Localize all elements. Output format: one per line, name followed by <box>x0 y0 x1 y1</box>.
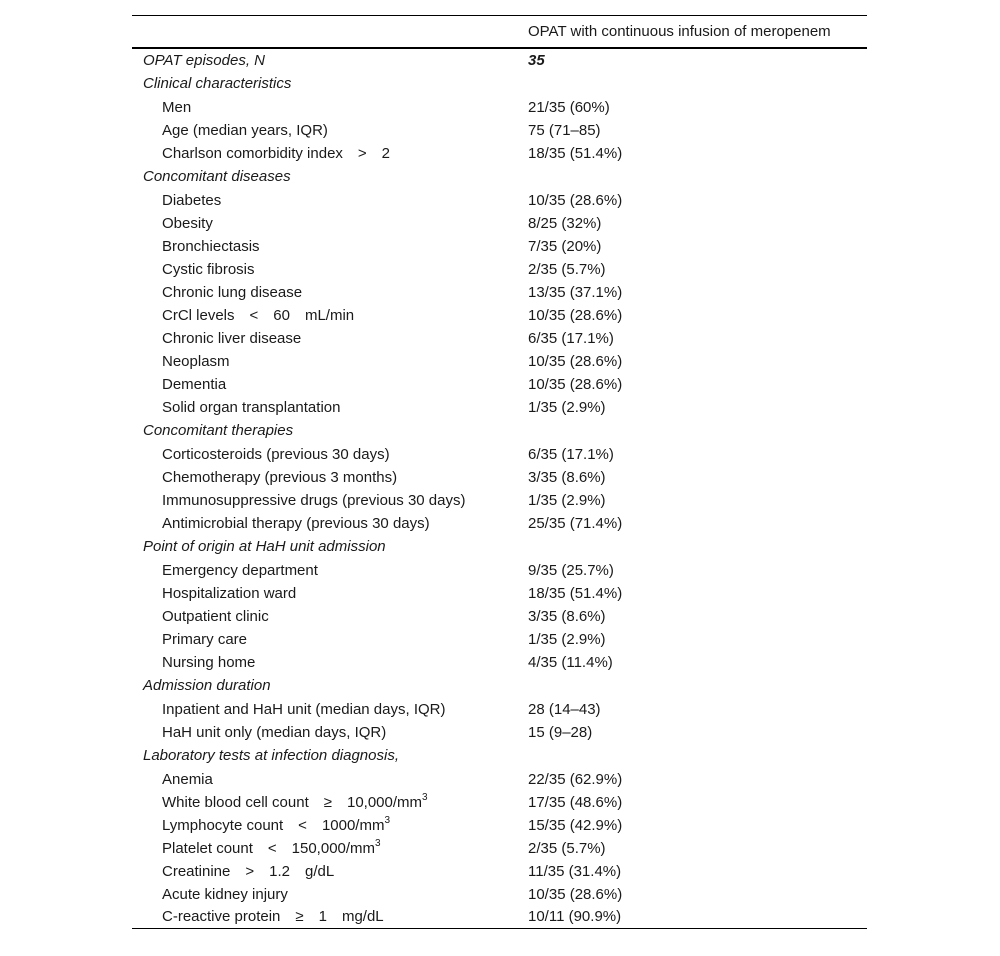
row-label <box>132 628 517 651</box>
label-text: Inpatient and HaH unit (median days, IQR) <box>162 700 446 718</box>
unit-superscript: 3 <box>375 837 381 849</box>
row-value: 7/35 (20%) <box>528 237 602 255</box>
unit-superscript: 3 <box>422 791 428 803</box>
label-text: Bronchiectasis <box>162 237 260 255</box>
label-text: Diabetes <box>162 191 222 209</box>
row-value: 11/35 (31.4%) <box>528 862 622 880</box>
table-row <box>132 281 867 304</box>
table-row <box>132 327 867 350</box>
row-label <box>132 791 517 814</box>
row-label <box>132 651 517 674</box>
section-label <box>132 674 517 698</box>
row-value: 35 <box>528 51 545 69</box>
row-label <box>132 304 517 327</box>
row-value: 15/35 (42.9%) <box>528 816 623 834</box>
row-label <box>132 559 517 582</box>
section-row <box>132 72 867 96</box>
label-text: White blood cell count ≥ 10,000/mm <box>162 793 423 811</box>
row-label <box>132 721 517 744</box>
row-label <box>132 235 517 258</box>
table-row <box>132 791 867 814</box>
row-label <box>132 883 517 906</box>
table-row <box>132 235 867 258</box>
row-label <box>132 350 517 373</box>
row-value <box>517 419 867 443</box>
row-label <box>132 698 517 721</box>
label-text: Nursing home <box>162 653 256 671</box>
table-row <box>132 837 867 860</box>
table-row <box>132 489 867 512</box>
row-value: 10/11 (90.9%) <box>517 906 867 929</box>
row-value: 6/35 (17.1%) <box>528 329 614 347</box>
section-label <box>132 419 517 443</box>
row-value: 8/25 (32%) <box>528 214 602 232</box>
row-label <box>132 605 517 628</box>
row-value: 10/35 (28.6%) <box>528 191 623 209</box>
row-label <box>132 142 517 165</box>
header-row <box>132 16 867 48</box>
row-value: 22/35 (62.9%) <box>528 770 623 788</box>
row-label <box>132 189 517 212</box>
section-label <box>132 165 517 189</box>
row-value: 1/35 (2.9%) <box>528 491 606 509</box>
table-row <box>132 605 867 628</box>
label-text: OPAT episodes, N <box>143 51 265 69</box>
data-table-container <box>132 15 867 929</box>
label-text: Antimicrobial therapy (previous 30 days) <box>162 514 430 532</box>
row-label <box>132 396 517 419</box>
table-row <box>132 906 867 929</box>
row-label <box>132 373 517 396</box>
label-text: Solid organ transplantation <box>162 398 341 416</box>
label-text: CrCl levels < 60 mL/min <box>162 306 355 324</box>
row-value <box>517 535 867 559</box>
row-value: 75 (71–85) <box>528 121 601 139</box>
table-row <box>132 651 867 674</box>
row-value: 18/35 (51.4%) <box>528 144 623 162</box>
header-label-column <box>132 16 517 48</box>
section-label <box>132 72 517 96</box>
row-label <box>132 212 517 235</box>
row-label <box>132 582 517 605</box>
table-row <box>132 258 867 281</box>
label-text: C-reactive protein ≥ 1 mg/dL <box>162 908 384 926</box>
row-value: 10/35 (28.6%) <box>528 885 623 903</box>
row-value <box>517 744 867 768</box>
row-value: 6/35 (17.1%) <box>528 445 614 463</box>
table-header <box>132 16 867 48</box>
table-row <box>132 628 867 651</box>
row-label <box>132 814 517 837</box>
table-row <box>132 119 867 142</box>
table-row <box>132 814 867 837</box>
label-text: Concomitant therapies <box>143 422 294 439</box>
label-text: Emergency department <box>162 561 318 579</box>
label-text: Hospitalization ward <box>162 584 297 602</box>
row-label <box>132 281 517 304</box>
row-value: 3/35 (8.6%) <box>528 468 606 486</box>
row-value: 28 (14–43) <box>528 700 601 718</box>
section-row <box>132 48 867 72</box>
unit-superscript: 3 <box>384 814 391 826</box>
label-text: Age (median years, IQR) <box>162 121 328 139</box>
label-text: Obesity <box>162 214 213 232</box>
row-value: 13/35 (37.1%) <box>528 283 623 301</box>
row-label <box>132 96 517 119</box>
label-text: Acute kidney injury <box>162 885 288 903</box>
label-text: HaH unit only (median days, IQR) <box>162 723 387 741</box>
label-text: Chronic liver disease <box>162 329 302 347</box>
table-row <box>132 443 867 466</box>
table-body <box>132 48 867 929</box>
row-value: 2/35 (5.7%) <box>528 839 606 857</box>
label-text: Platelet count < 150,000/mm <box>162 839 376 857</box>
table-row <box>132 883 867 906</box>
row-label <box>132 906 517 929</box>
label-text: Admission duration <box>143 677 271 694</box>
label-text: Cystic fibrosis <box>162 260 255 278</box>
section-label <box>132 48 517 72</box>
label-text: Lymphocyte count < 1000/mm <box>162 816 385 834</box>
table-row <box>132 466 867 489</box>
label-text: Chronic lung disease <box>162 283 303 301</box>
row-value: 1/35 (2.9%) <box>528 630 606 648</box>
row-label <box>132 466 517 489</box>
row-label <box>132 258 517 281</box>
row-value: 10/35 (28.6%) <box>528 375 623 393</box>
label-text: Point of origin at HaH unit admission <box>143 538 386 555</box>
table-row <box>132 396 867 419</box>
table-row <box>132 721 867 744</box>
row-label <box>132 489 517 512</box>
label-text: Corticosteroids (previous 30 days) <box>162 445 390 463</box>
table-row <box>132 142 867 165</box>
row-value: 10/35 (28.6%) <box>528 352 623 370</box>
row-label <box>132 512 517 535</box>
label-text: Immunosuppressive drugs (previous 30 days) <box>162 491 466 509</box>
row-value: 25/35 (71.4%) <box>528 514 623 532</box>
row-value: 21/35 (60%) <box>528 98 610 116</box>
table-row <box>132 768 867 791</box>
row-value: 18/35 (51.4%) <box>528 584 623 602</box>
label-text: Creatinine > 1.2 g/dL <box>162 862 335 880</box>
label-text: Dementia <box>162 375 227 393</box>
table-row <box>132 350 867 373</box>
section-row <box>132 535 867 559</box>
row-value: 10/35 (28.6%) <box>528 306 623 324</box>
row-value: 4/35 (11.4%) <box>528 653 613 671</box>
row-value: 2/35 (5.7%) <box>528 260 606 278</box>
section-row <box>132 744 867 768</box>
section-label <box>132 535 517 559</box>
label-text: Clinical characteristics <box>143 75 292 92</box>
opat-characteristics-table <box>132 15 867 929</box>
label-text: Chemotherapy (previous 3 months) <box>162 468 398 486</box>
table-row <box>132 212 867 235</box>
label-text: Laboratory tests at infection diagnosis, <box>143 747 399 764</box>
section-row <box>132 165 867 189</box>
header-opat-meropenem: OPAT with continuous infusion of meropenem <box>517 16 867 48</box>
row-label <box>132 119 517 142</box>
row-label <box>132 768 517 791</box>
section-label <box>132 744 517 768</box>
table-row <box>132 860 867 883</box>
row-value: 17/35 (48.6%) <box>528 793 623 811</box>
row-value: 9/35 (25.7%) <box>528 561 614 579</box>
table-row <box>132 559 867 582</box>
row-value: 3/35 (8.6%) <box>528 607 606 625</box>
section-row <box>132 419 867 443</box>
label-text: Charlson comorbidity index > 2 <box>162 144 391 162</box>
label-text: Concomitant diseases <box>143 168 291 185</box>
label-text: Neoplasm <box>162 352 230 370</box>
row-value: 15 (9–28) <box>528 723 593 741</box>
row-label <box>132 327 517 350</box>
label-text: Men <box>162 98 192 116</box>
section-row <box>132 674 867 698</box>
row-value: 1/35 (2.9%) <box>528 398 606 416</box>
table-row <box>132 189 867 212</box>
row-value <box>517 674 867 698</box>
table-row <box>132 698 867 721</box>
row-label <box>132 443 517 466</box>
table-row <box>132 304 867 327</box>
label-text: Outpatient clinic <box>162 607 269 625</box>
table-row <box>132 373 867 396</box>
row-label <box>132 837 517 860</box>
row-label <box>132 860 517 883</box>
table-row <box>132 96 867 119</box>
row-value <box>517 165 867 189</box>
label-text: Primary care <box>162 630 248 648</box>
table-row <box>132 512 867 535</box>
table-row <box>132 582 867 605</box>
row-value <box>517 72 867 96</box>
label-text: Anemia <box>162 770 213 788</box>
